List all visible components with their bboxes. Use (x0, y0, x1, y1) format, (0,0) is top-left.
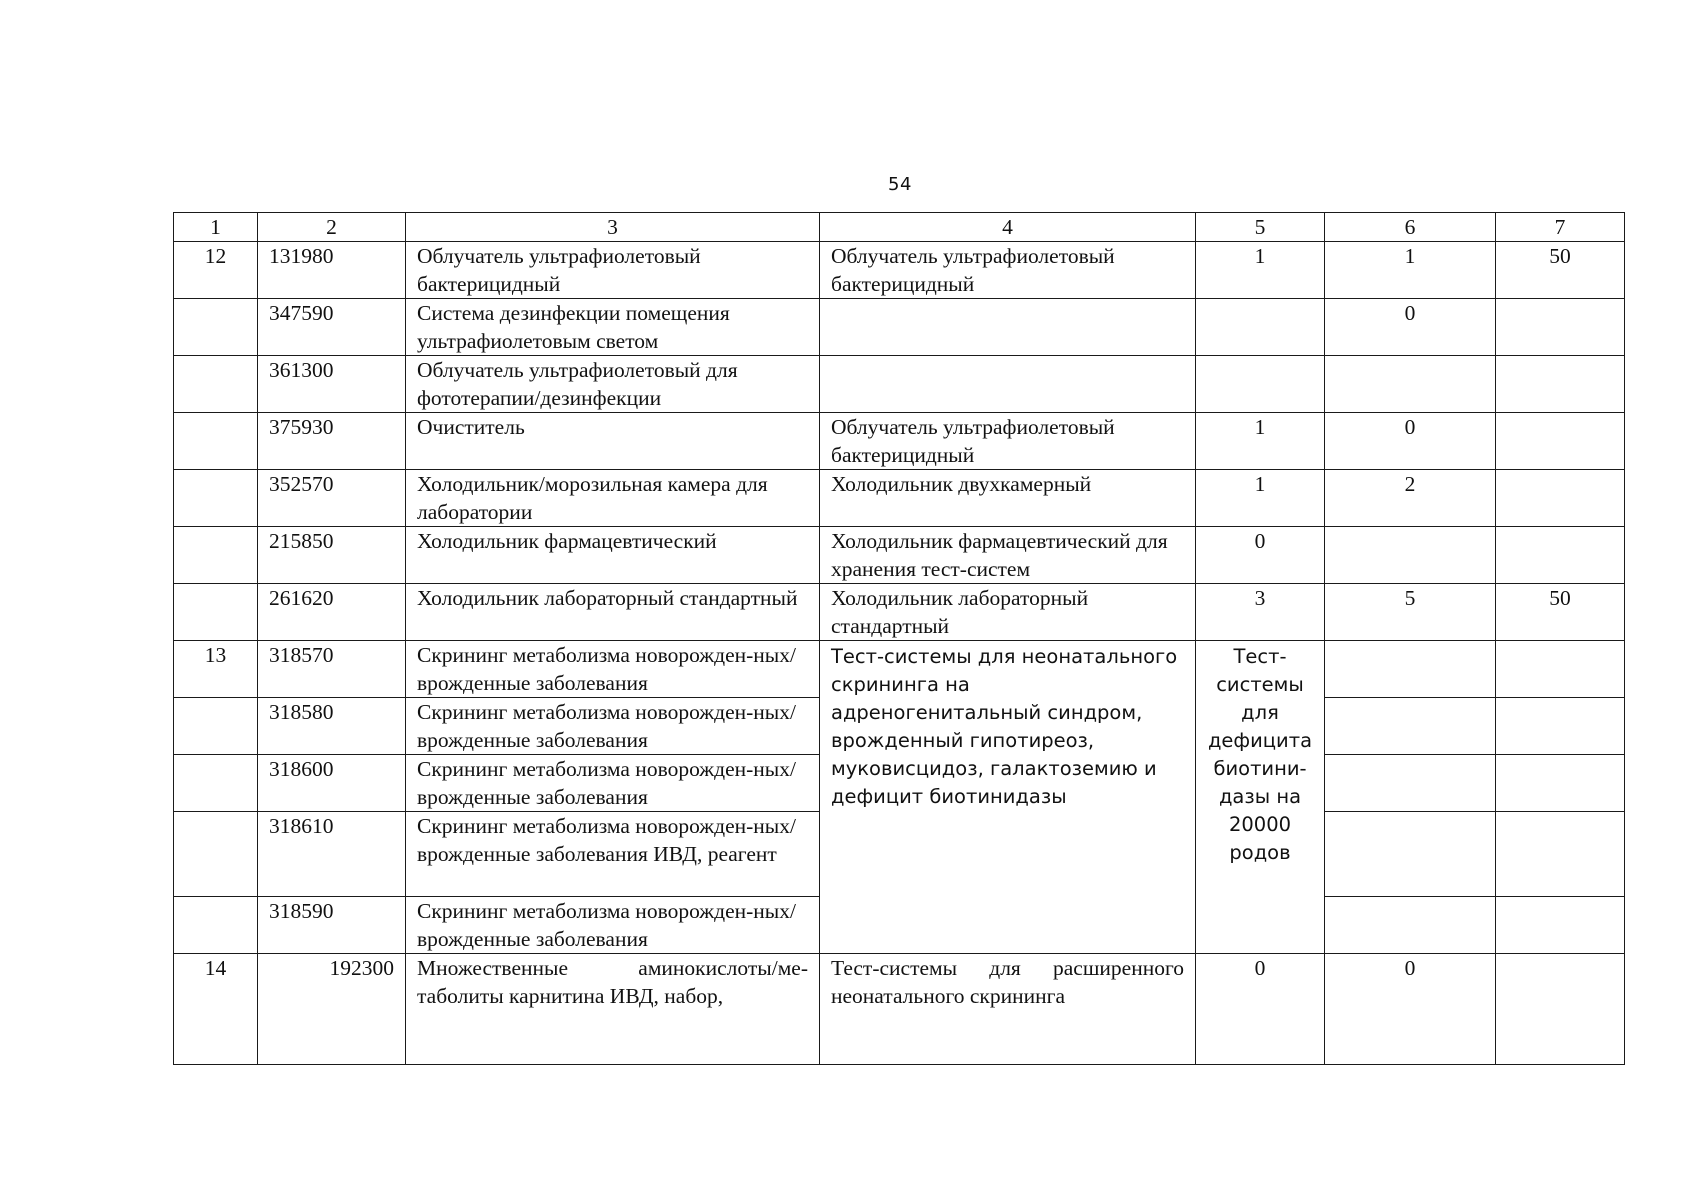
item-number (174, 584, 258, 641)
column-5-value: 3 (1196, 584, 1325, 641)
item-code: 352570 (258, 470, 406, 527)
item-name: Скрининг метаболизма новорожден-ных/врожденные заболевания ИВД, реагент (406, 812, 820, 897)
item-code: 318590 (258, 897, 406, 954)
item-description: Облучатель ультрафиолетовый бактерицидный (820, 242, 1196, 299)
item-description: Холодильник лабораторный стандартный (820, 584, 1196, 641)
header-cell: 7 (1496, 213, 1625, 242)
column-5-value: 1 (1196, 242, 1325, 299)
item-name: Скрининг метаболизма новорожден-ных/врожденные заболевания (406, 698, 820, 755)
item-number: 13 (174, 641, 258, 698)
column-6-value: 1 (1325, 242, 1496, 299)
header-cell: 6 (1325, 213, 1496, 242)
column-5-value: 1 (1196, 413, 1325, 470)
column-6-value: 5 (1325, 584, 1496, 641)
item-number (174, 755, 258, 812)
column-5-value: 0 (1196, 954, 1325, 1065)
column-6-value: 2 (1325, 470, 1496, 527)
item-description (820, 299, 1196, 356)
column-5-value (1196, 356, 1325, 413)
column-7-value (1496, 413, 1625, 470)
column-5-value (1196, 299, 1325, 356)
column-7-value (1496, 954, 1625, 1065)
item-code: 215850 (258, 527, 406, 584)
column-7-value (1496, 812, 1625, 897)
page-number: 54 (888, 174, 912, 195)
column-5-value: 1 (1196, 470, 1325, 527)
item-description: Облучатель ультрафиолетовый бактерицидный (820, 413, 1196, 470)
item-number (174, 897, 258, 954)
column-7-value (1496, 299, 1625, 356)
header-cell: 2 (258, 213, 406, 242)
table-row (174, 954, 1625, 1065)
item-name: Очиститель (406, 413, 820, 470)
equipment-table (173, 212, 1625, 1065)
column-7-value: 50 (1496, 242, 1625, 299)
item-number (174, 527, 258, 584)
table-row (174, 413, 1625, 470)
table-header-row (174, 213, 1625, 242)
item-description: Холодильник фармацевтический для хранения тест-систем (820, 527, 1196, 584)
column-7-value (1496, 527, 1625, 584)
column-7-value: 50 (1496, 584, 1625, 641)
column-6-value (1325, 755, 1496, 812)
column-7-value (1496, 470, 1625, 527)
item-code: 347590 (258, 299, 406, 356)
table-row (174, 299, 1625, 356)
item-name: Холодильник фармацевтический (406, 527, 820, 584)
column-7-value (1496, 356, 1625, 413)
column-6-value (1325, 356, 1496, 413)
item-number: 14 (174, 954, 258, 1065)
table-row (174, 242, 1625, 299)
item-name: Облучатель ультрафиолетовый бактерицидный (406, 242, 820, 299)
item-code: 318600 (258, 755, 406, 812)
column-7-value (1496, 641, 1625, 698)
group-13-description: Тест-системы для неонатального скрининга на адреногенитальный синдром, врожденный гипотиреоз, муковисцидоз, галактоземию и дефицит биотинидазы (820, 641, 1196, 954)
column-6-value (1325, 897, 1496, 954)
item-name: Множественные аминокислоты/ме-таболиты карнитина ИВД, набор, (406, 954, 820, 1065)
item-name: Скрининг метаболизма новорожден-ных/врожденные заболевания (406, 641, 820, 698)
column-6-value (1325, 527, 1496, 584)
column-6-value (1325, 641, 1496, 698)
header-cell: 3 (406, 213, 820, 242)
column-6-value: 0 (1325, 413, 1496, 470)
item-number (174, 698, 258, 755)
group-13-column-5-value: Тест-системы для дефицита биотини-дазы на 20000 родов (1196, 641, 1325, 954)
header-cell: 4 (820, 213, 1196, 242)
item-number (174, 812, 258, 897)
item-name: Скрининг метаболизма новорожден-ных/врожденные заболевания (406, 755, 820, 812)
item-code: 131980 (258, 242, 406, 299)
header-cell: 5 (1196, 213, 1325, 242)
item-description (820, 356, 1196, 413)
column-7-value (1496, 897, 1625, 954)
item-code: 375930 (258, 413, 406, 470)
column-5-value: 0 (1196, 527, 1325, 584)
table-row (174, 641, 1625, 698)
item-number (174, 413, 258, 470)
item-code: 192300 (258, 954, 406, 1065)
table-row (174, 584, 1625, 641)
item-number (174, 356, 258, 413)
item-name: Скрининг метаболизма новорожден-ных/врожденные заболевания (406, 897, 820, 954)
item-name: Холодильник/морозильная камера для лаборатории (406, 470, 820, 527)
item-number: 12 (174, 242, 258, 299)
item-description: Холодильник двухкамерный (820, 470, 1196, 527)
item-name: Система дезинфекции помещения ультрафиолетовым светом (406, 299, 820, 356)
item-code: 361300 (258, 356, 406, 413)
header-cell: 1 (174, 213, 258, 242)
column-6-value: 0 (1325, 954, 1496, 1065)
column-6-value (1325, 698, 1496, 755)
column-6-value (1325, 812, 1496, 897)
item-code: 318610 (258, 812, 406, 897)
item-code: 318570 (258, 641, 406, 698)
item-code: 261620 (258, 584, 406, 641)
table-row (174, 527, 1625, 584)
item-number (174, 470, 258, 527)
column-7-value (1496, 698, 1625, 755)
column-6-value: 0 (1325, 299, 1496, 356)
item-number (174, 299, 258, 356)
item-description: Тест-системы для расширенного неонатального скрининга (820, 954, 1196, 1065)
item-name: Холодильник лабораторный стандартный (406, 584, 820, 641)
item-name: Облучатель ультрафиолетовый для фототерапии/дезинфекции (406, 356, 820, 413)
table-row (174, 356, 1625, 413)
item-code: 318580 (258, 698, 406, 755)
table-row (174, 470, 1625, 527)
column-7-value (1496, 755, 1625, 812)
